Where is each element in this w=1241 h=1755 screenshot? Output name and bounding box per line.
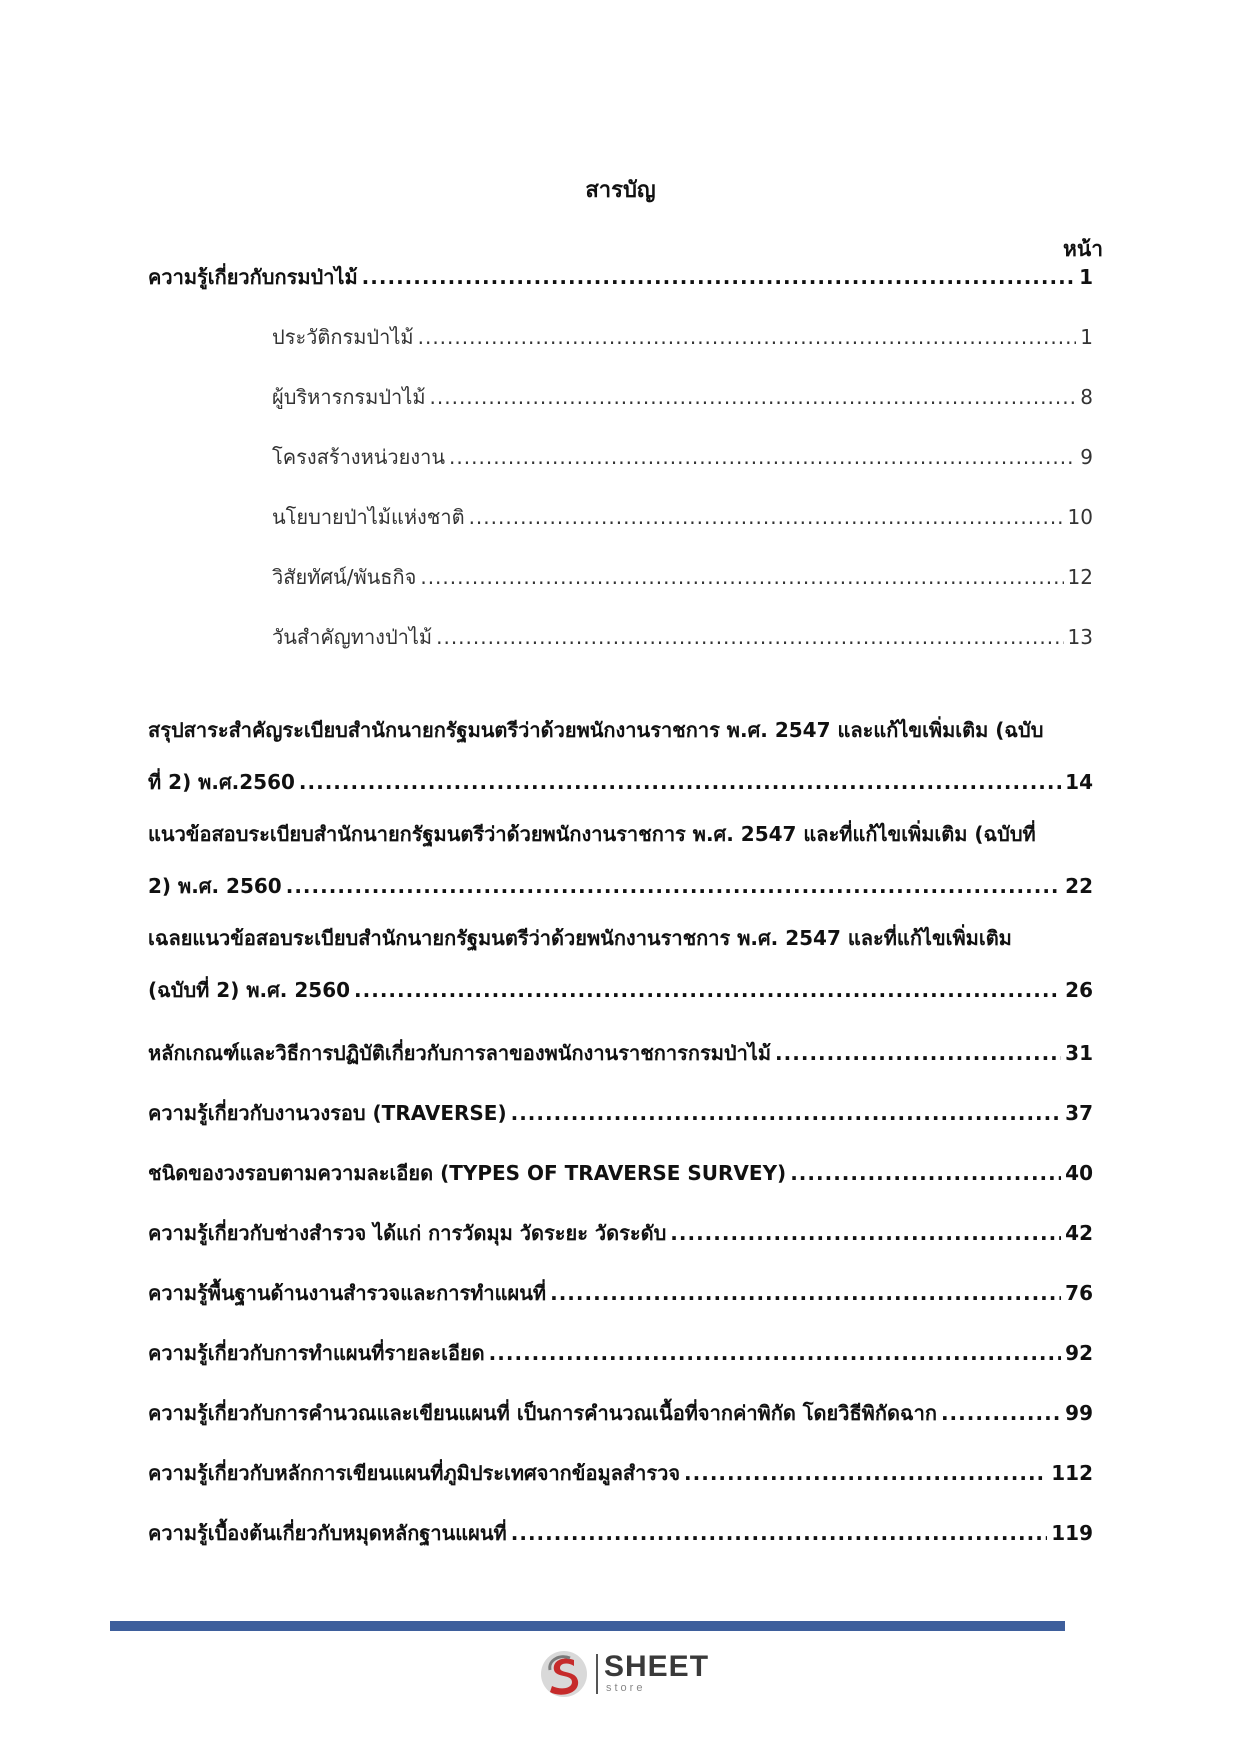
toc-entry-page: 31 [1065,1041,1093,1065]
toc-entry-page: 12 [1067,565,1093,589]
dot-leader [362,251,1075,303]
toc-entry[interactable] [148,251,1093,303]
toc-entry-page: 92 [1065,1341,1093,1365]
toc-entry-page: 8 [1080,385,1093,409]
toc-entry[interactable] [148,1207,1093,1259]
toc-entry-title: ความรู้เบื้องต้นเกี่ยวกับหมุดหลักฐานแผนที่ [148,1521,507,1545]
toc-entry-page: 1 [1079,265,1093,289]
toc-entry-page: 22 [1065,874,1093,898]
toc-entry-title: ความรู้เกี่ยวกับการทำแผนที่รายละเอียด [148,1341,485,1365]
dot-leader [420,551,1063,603]
toc-entry-page: 99 [1065,1401,1093,1425]
toc-entry-page: 13 [1067,625,1093,649]
toc-entry-title: ชนิดของวงรอบตามความละเอียด (TYPES OF TRAVERSE SURVEY) [148,1161,787,1185]
toc-entry-title: โครงสร้างหน่วยงาน [272,445,446,469]
dot-leader [790,1147,1061,1199]
toc-entry-page: 112 [1051,1461,1093,1485]
toc-entry[interactable] [148,1447,1093,1499]
toc-entry-title-line1: สรุปสาระสำคัญระเบียบสำนักนายกรัฐมนตรีว่าด้วยพนักงานราชการ พ.ศ. 2547 และแก้ไขเพิ่มเติม (ฉบับ [148,718,1044,742]
dot-leader [670,1207,1061,1259]
toc-entry-title-line1: แนวข้อสอบระเบียบสำนักนายกรัฐมนตรีว่าด้วยพนักงานราชการ พ.ศ. 2547 และที่แก้ไขเพิ่มเติม (ฉบับที่ [148,822,1036,846]
toc-entry-title: ความรู้เกี่ยวกับหลักการเขียนแผนที่ภูมิประเทศจากข้อมูลสำรวจ [148,1461,681,1485]
dot-leader [511,1507,1048,1559]
toc-entry-page: 37 [1065,1101,1093,1125]
toc-entry-page: 10 [1067,505,1093,529]
dot-leader [418,311,1077,363]
logo-text: SHEET [604,1650,710,1683]
toc-entry-page: 42 [1065,1221,1093,1245]
toc-entry-title: (ฉบับที่ 2) พ.ศ. 2560 [148,978,351,1002]
toc-entry-title: นโยบายป่าไม้แห่งชาติ [272,505,465,529]
toc-entry[interactable] [148,1267,1093,1319]
toc-entry-title: ผู้บริหารกรมป่าไม้ [272,385,426,409]
dot-leader [469,491,1064,543]
toc-entry[interactable] [148,808,1093,912]
dot-leader [684,1447,1047,1499]
toc-subentry[interactable] [272,311,1093,363]
toc-entry[interactable] [148,1327,1093,1379]
toc-entry-page: 40 [1065,1161,1093,1185]
toc-entry[interactable] [148,1087,1093,1139]
dot-leader [489,1327,1061,1379]
toc-entry[interactable] [148,1147,1093,1199]
logo-subtext: store [606,1682,646,1694]
footer-divider-bar [110,1621,1065,1631]
toc-entry[interactable] [148,1027,1093,1079]
toc-entry-title: ความรู้พื้นฐานด้านงานสำรวจและการทำแผนที่ [148,1281,547,1305]
toc-entry-title: วิสัยทัศน์/พันธกิจ [272,565,417,589]
dot-leader [286,860,1061,912]
toc-entry-title: ที่ 2) พ.ศ.2560 [148,770,295,794]
toc-subentry[interactable] [272,491,1093,543]
toc-entry-title: ความรู้เกี่ยวกับงานวงรอบ (TRAVERSE) [148,1101,507,1125]
toc-entry-page: 119 [1051,1521,1093,1545]
toc-entry-page: 76 [1065,1281,1093,1305]
toc-entry-page: 26 [1065,978,1093,1002]
dot-leader [775,1027,1061,1079]
dot-leader [299,756,1061,808]
dot-leader [941,1387,1061,1439]
toc-entry-title-line1: เฉลยแนวข้อสอบระเบียบสำนักนายกรัฐมนตรีว่าด้วยพนักงานราชการ พ.ศ. 2547 และที่แก้ไขเพิ่มเติม [148,926,1012,950]
toc-entry-page: 14 [1065,770,1093,794]
sheet-store-logo [538,1648,718,1700]
dot-leader [449,431,1076,483]
page-column-header: หน้า [1063,237,1103,261]
toc-entry-title: ความรู้เกี่ยวกับกรมป่าไม้ [148,265,358,289]
toc-entry-title: วันสำคัญทางป่าไม้ [272,625,433,649]
dot-leader [430,371,1077,423]
toc-entry[interactable] [148,704,1093,808]
dot-leader [436,611,1063,663]
toc-subentry[interactable] [272,611,1093,663]
toc-entry[interactable] [148,1387,1093,1439]
toc-entry-page: 9 [1080,445,1093,469]
toc-entry[interactable] [148,1507,1093,1559]
toc-entry-page: 1 [1080,325,1093,349]
toc-subentry[interactable] [272,431,1093,483]
toc-entry-title: ประวัติกรมป่าไม้ [272,325,414,349]
toc-entry-title: หลักเกณฑ์และวิธีการปฏิบัติเกี่ยวกับการลาของพนักงานราชการกรมป่าไม้ [148,1041,772,1065]
toc-subentry[interactable] [272,371,1093,423]
logo-divider [596,1654,598,1694]
toc-subentry[interactable] [272,551,1093,603]
toc-entry-title: 2) พ.ศ. 2560 [148,874,282,898]
sheet-store-s-logo-icon [538,1648,590,1700]
dot-leader [550,1267,1061,1319]
dot-leader [511,1087,1062,1139]
toc-entry-title: ความรู้เกี่ยวกับการคำนวณและเขียนแผนที่ เป็นการคำนวณเนื้อที่จากค่าพิกัด โดยวิธีพิกัดฉาก [148,1401,937,1425]
dot-leader [354,964,1061,1016]
page-title: สารบัญ [585,178,656,203]
toc-entry[interactable] [148,912,1093,1016]
toc-entry-title: ความรู้เกี่ยวกับช่างสำรวจ ได้แก่ การวัดมุม วัดระยะ วัดระดับ [148,1221,667,1245]
